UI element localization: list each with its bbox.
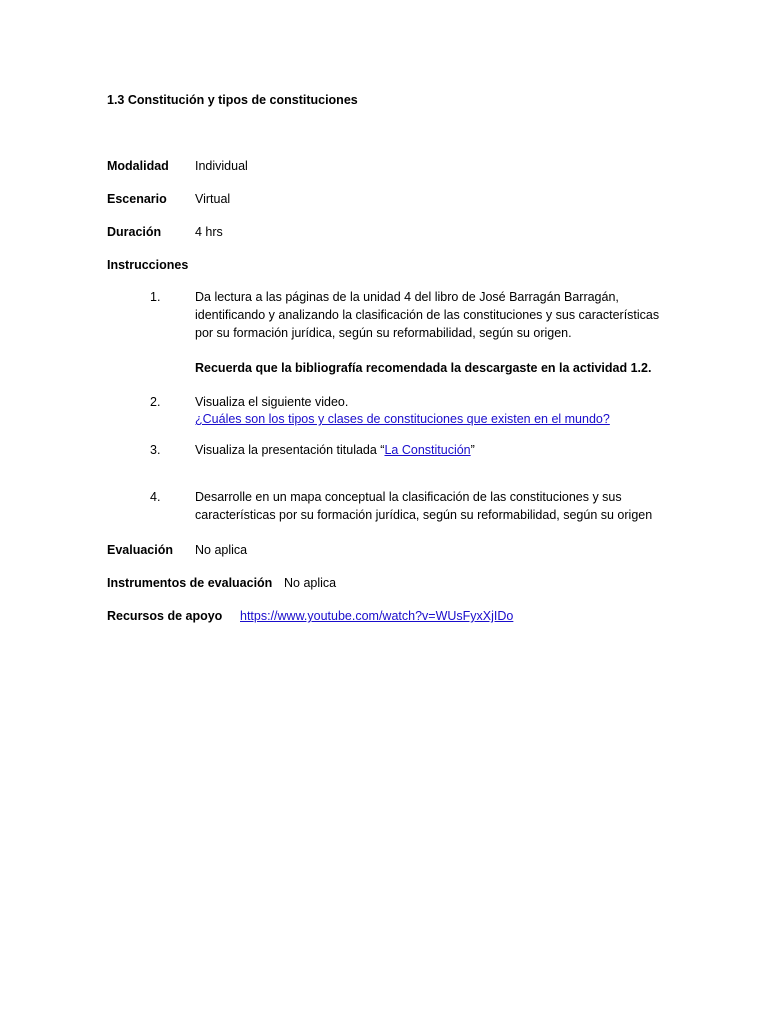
step-2-video-link[interactable]: ¿Cuáles son los tipos y clases de constituciones que existen en el mundo? xyxy=(195,412,610,426)
step-1-number: 1. xyxy=(150,290,161,304)
step-4-line-2: características por su formación jurídica, según su reformabilidad, según su origen xyxy=(195,508,653,522)
step-1-line-3: por su formación jurídica, según su reformabilidad, según su origen. xyxy=(195,326,572,340)
step-1-line-1: Da lectura a las páginas de la unidad 4 del libro de José Barragán Barragán, xyxy=(195,290,619,304)
step-1-line-2: identificando y analizando la clasificación de las constituciones y sus características xyxy=(195,308,660,322)
duracion-value: 4 hrs xyxy=(195,225,223,239)
step-3-presentation-link[interactable]: La Constitución xyxy=(384,443,471,457)
duracion-label: Duración xyxy=(107,225,162,239)
instrumentos-label: Instrumentos de evaluación xyxy=(107,576,273,590)
step-3-text-after: ” xyxy=(470,443,475,457)
escenario-label: Escenario xyxy=(107,192,167,206)
recursos-youtube-link[interactable]: https://www.youtube.com/watch?v=WUsFyxXjIDo xyxy=(240,609,514,623)
step-3-number: 3. xyxy=(150,443,161,457)
step-4-line-1: Desarrolle en un mapa conceptual la clasificación de las constituciones y sus xyxy=(195,490,622,504)
evaluacion-value: No aplica xyxy=(195,543,248,557)
recursos-label: Recursos de apoyo xyxy=(107,609,223,623)
step-2-number: 2. xyxy=(150,395,161,409)
step-2-text: Visualiza el siguiente video. xyxy=(195,395,349,409)
instrumentos-value: No aplica xyxy=(284,576,337,590)
modalidad-label: Modalidad xyxy=(107,159,169,173)
evaluacion-label: Evaluación xyxy=(107,543,173,557)
modalidad-value: Individual xyxy=(195,159,248,173)
escenario-value: Virtual xyxy=(195,192,231,206)
step-3-line xyxy=(195,441,475,459)
step-3-text-before: Visualiza la presentación titulada “ xyxy=(195,443,385,457)
step-4-number: 4. xyxy=(150,490,161,504)
step-1-note: Recuerda que la bibliografía recomendada la descargaste en la actividad 1.2. xyxy=(195,361,652,375)
page-title: 1.3 Constitución y tipos de constituciones xyxy=(107,93,358,107)
instrucciones-label: Instrucciones xyxy=(107,258,189,272)
